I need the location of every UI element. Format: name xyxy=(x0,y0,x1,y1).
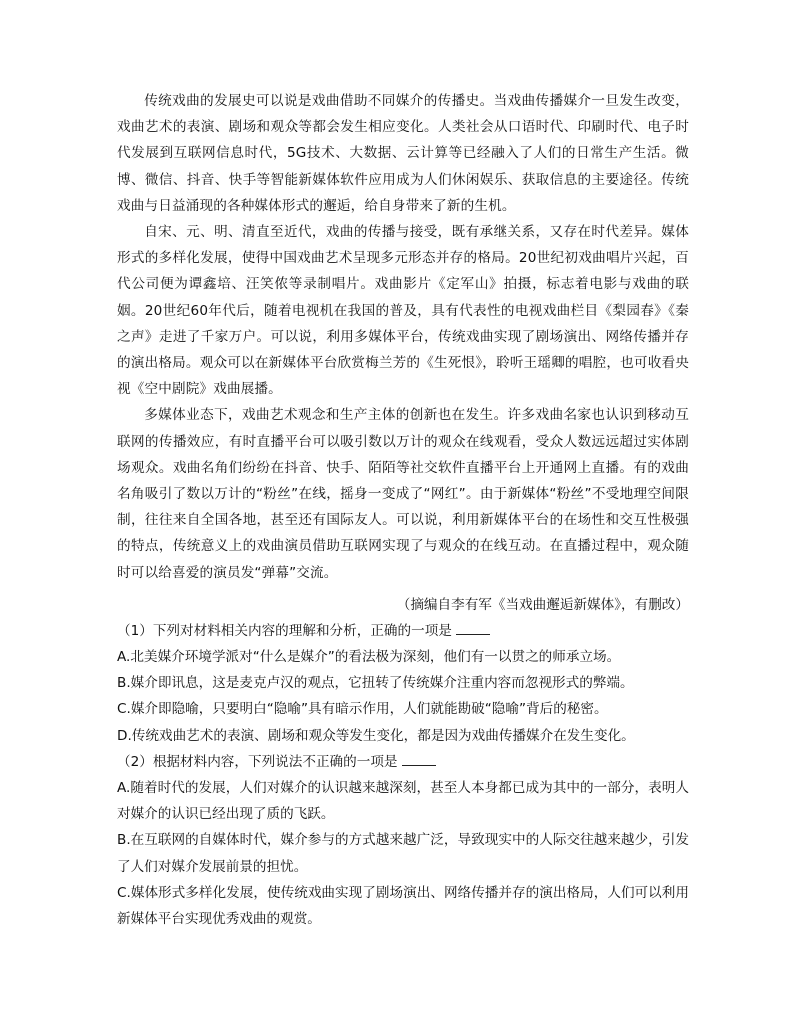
question-1 xyxy=(117,618,689,749)
answer-blank xyxy=(402,753,436,766)
passage-paragraph-3: 多媒体业态下，戏曲艺术观念和生产主体的创新也在发生。许多戏曲名家也认识到移动互联网的传播效应，有时直播平台可以吸引数以万计的观众在线观看，受众人数远远超过实体剧场观众。戏曲名角们纷纷在抖音、快手、陌陌等社交软件直播平台上开通网上直播。有的戏曲名角吸引了数以万计的“粉丝”在线，摇身一变成了“网红”。由于新媒体“粉丝”不受地理空间限制，往往来自全国各地，甚至还有国际友人。可以说，利用新媒体平台的在场性和交互性极强的特点，传统意义上的戏曲演员借助互联网实现了与观众的在线互动。在直播过程中，观众随时可以给喜爱的演员发“弹幕”交流。 xyxy=(117,407,689,581)
question-stem xyxy=(117,618,689,644)
option-a: A.北美媒介环境学派对“什么是媒介”的看法极为深刻，他们有一以贯之的师承立场。 xyxy=(117,649,621,666)
question-stem-text: （1）下列对材料相关内容的理解和分析，正确的一项是 xyxy=(117,622,452,639)
source-citation: （摘编自李有军《当戏曲邂逅新媒体》，有删改） xyxy=(396,596,689,613)
option-c: C.媒体形式多样化发展，使传统戏曲实现了剧场演出、网络传播并存的演出格局，人们可以利用新媒体平台实现优秀戏曲的观赏。 xyxy=(117,884,689,928)
option-a: A.随着时代的发展，人们对媒介的认识越来越深刻，甚至人本身都已成为其中的一部分，表明人对媒介的认识已经出现了质的飞跃。 xyxy=(117,780,689,823)
passage-paragraph-2: 自宋、元、明、清直至近代，戏曲的传播与接受，既有承继关系，又存在时代差异。媒体形式的多样化发展，使得中国戏曲艺术呈现多元形态并存的格局。20世纪初戏曲唱片兴起，百代公司便为谭鑫培、汪笑侬等录制唱片。戏曲影片《定军山》拍摄，标志着电影与戏曲的联姻。20世纪60年代后，随着电视机在我国的普及，具有代表性的电视戏曲栏目《梨园春》《秦之声》走进了千家万户。可以说，利用多媒体平台，传统戏曲实现了剧场演出、网络传播并存的演出格局。观众可以在新媒体平台欣赏梅兰芳的《生死恨》，聆听王瑶卿的唱腔，也可收看央视《空中剧院》戏曲展播。 xyxy=(117,224,689,398)
exam-text-column xyxy=(117,88,689,932)
question-stem-text: （2）根据材料内容，下列说法不正确的一项是 xyxy=(117,753,398,770)
option-d: D.传统戏曲艺术的表演、剧场和观众等发生变化，都是因为戏曲传播媒介在发生变化。 xyxy=(117,727,635,744)
option-c: C.媒介即隐喻，只要明白“隐喻”具有暗示作用，人们就能勘破“隐喻”背后的秘密。 xyxy=(117,701,608,718)
option-b: B.媒介即讯息，这是麦克卢汉的观点，它扭转了传统媒介注重内容而忽视形式的弊端。 xyxy=(117,675,634,692)
passage-paragraph-1: 传统戏曲的发展史可以说是戏曲借助不同媒介的传播史。当戏曲传播媒介一旦发生改变，戏曲艺术的表演、剧场和观众等都会发生相应变化。人类社会从口语时代、印刷时代、电子时代发展到互联网信息时代，5G技术、大数据、云计算等已经融入了人们的日常生产生活。微博、微信、抖音、快手等智能新媒体软件应用成为人们休闲娱乐、获取信息的主要途径。传统戏曲与日益涌现的各种媒体形式的邂逅，给自身带来了新的生机。 xyxy=(117,93,689,214)
option-b: B.在互联网的自媒体时代，媒介参与的方式越来越广泛，导致现实中的人际交往越来越少，引发了人们对媒介发展前景的担忧。 xyxy=(117,832,689,875)
answer-blank xyxy=(456,622,490,635)
question-stem xyxy=(117,749,689,775)
question-2 xyxy=(117,749,689,932)
